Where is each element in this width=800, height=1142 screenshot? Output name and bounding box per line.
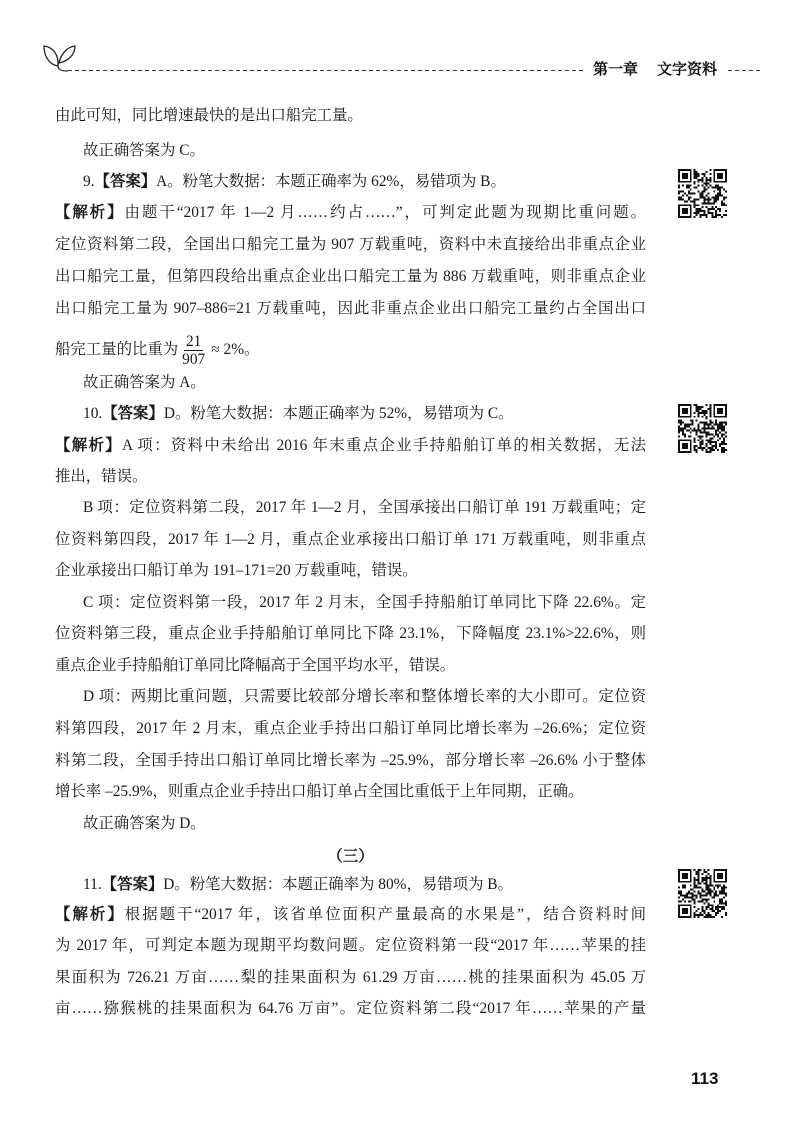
fraction-line [55,332,646,368]
qr-code [678,869,727,918]
option-d-line: D 项：两期比重问题，只需要比较部分增长率和整体增长率的大小即可。定位资 [83,688,646,705]
answer-line-q9 [55,170,646,194]
answer-text: A。粉笔大数据：本题正确率为 62%，易错项为 B。 [156,173,506,190]
question-number: 11. [83,876,102,893]
header-rule-right [728,70,760,71]
answer-text: D。粉笔大数据：本题正确率为 52%，易错项为 C。 [163,405,514,422]
qr-code [678,404,727,453]
answer-label: 【答案】 [94,173,157,190]
analysis-text: 根据题干“2017 年，该省单位面积产量最高的水果是”，结合资料时间 [124,906,646,923]
running-header [593,60,717,80]
body-line: 出口船完工量，但第四段给出重点企业出口船完工量为 886 万载重吨，则非重点企业 [55,268,646,285]
option-c-line: C 项：定位资料第一段，2017 年 2 月末，全国手持船舶订单同比下降 22.6%。定 [83,594,646,611]
correct-answer-line: 故正确答案为 D。 [83,815,206,832]
section-heading: （三） [327,848,374,865]
fraction [180,333,207,368]
analysis-line-q10 [55,434,646,458]
body-line: 位资料第四段，2017 年 1—2 月，重点企业承接出口船订单 171 万载重吨，则非重点 [55,531,646,548]
section-title: 文字资料 [657,61,718,78]
body-line: 位资料第三段，重点企业手持船舶订单同比下降 23.1%，下降幅度 23.1%>22.6%，则 [55,625,646,642]
answer-text: D。粉笔大数据：本题正确率为 80%，易错项为 B。 [163,876,513,893]
chapter-label: 第一章 [593,61,639,78]
qr-code [678,169,727,218]
fraction-line-suffix: ≈ 2%。 [211,341,260,358]
answer-line-q10 [55,402,646,426]
fraction-line-text: 船完工量的比重为 [55,341,179,358]
fraction-denominator: 907 [182,350,206,368]
body-line: 推出，错误。 [55,468,148,485]
analysis-text: 由题干“2017 年 1—2 月……约占……”，可判定此题为现期比重问题。 [124,204,646,221]
correct-answer-line: 故正确答案为 C。 [83,142,205,159]
body-line: 定位资料第二段，全国出口船完工量为 907 万载重吨，资料中未直接给出非重点企业 [55,236,646,253]
analysis-label: 【解析】 [55,906,125,923]
answer-label: 【答案】 [102,405,164,422]
option-b-line: B 项：定位资料第二段，2017 年 1—2 月，全国承接出口船订单 191 万载重吨；定 [83,499,646,516]
analysis-line-q11 [55,903,646,927]
body-line: 企业承接出口船订单为 191–171=20 万载重吨，错误。 [55,562,418,579]
correct-answer-line: 故正确答案为 A。 [83,374,206,391]
analysis-line-q9 [55,201,646,225]
body-line: 由此可知，同比增速最快的是出口船完工量。 [55,107,363,124]
body-line: 为 2017 年，可判定本题为现期平均数问题。定位资料第一段“2017 年……苹果的挂 [55,937,646,954]
body-line: 出口船完工量为 907–886=21 万载重吨，因此非重点企业出口船完工量约占全国出口 [55,300,646,317]
body-line: 增长率 –25.9%，则重点企业手持出口船订单占全国比重低于上年同期，正确。 [55,783,584,800]
fraction-numerator: 21 [185,332,202,350]
body-line: 料第四段，2017 年 2 月末，重点企业手持出口船订单同比增长率为 –26.6%；定位资 [55,720,646,737]
page-number: 113 [691,1069,719,1088]
analysis-label: 【解析】 [55,204,125,221]
body-line: 重点企业手持船舶订单同比降幅高于全国平均水平，错误。 [55,657,456,674]
question-number: 10. [83,405,103,422]
body-line: 果面积为 726.21 万亩……梨的挂果面积为 61.29 万亩……桃的挂果面积为 45.05 万 [55,969,646,986]
answer-line-q11 [55,873,646,897]
analysis-label: 【解析】 [55,437,122,454]
body-line: 亩……猕猴桃的挂果面积为 64.76 万亩”。定位资料第二段“2017 年……苹果的产量 [55,1000,646,1017]
answer-label: 【答案】 [101,876,164,893]
header-rule-left [68,70,586,71]
body-line: 料第二段，全国手持出口船订单同比增长率为 –25.9%，部分增长率 –26.6% 小于整体 [55,752,646,769]
analysis-text: A 项：资料中未给出 2016 年末重点企业手持船舶订单的相关数据，无法 [121,437,646,454]
question-number: 9. [83,173,95,190]
